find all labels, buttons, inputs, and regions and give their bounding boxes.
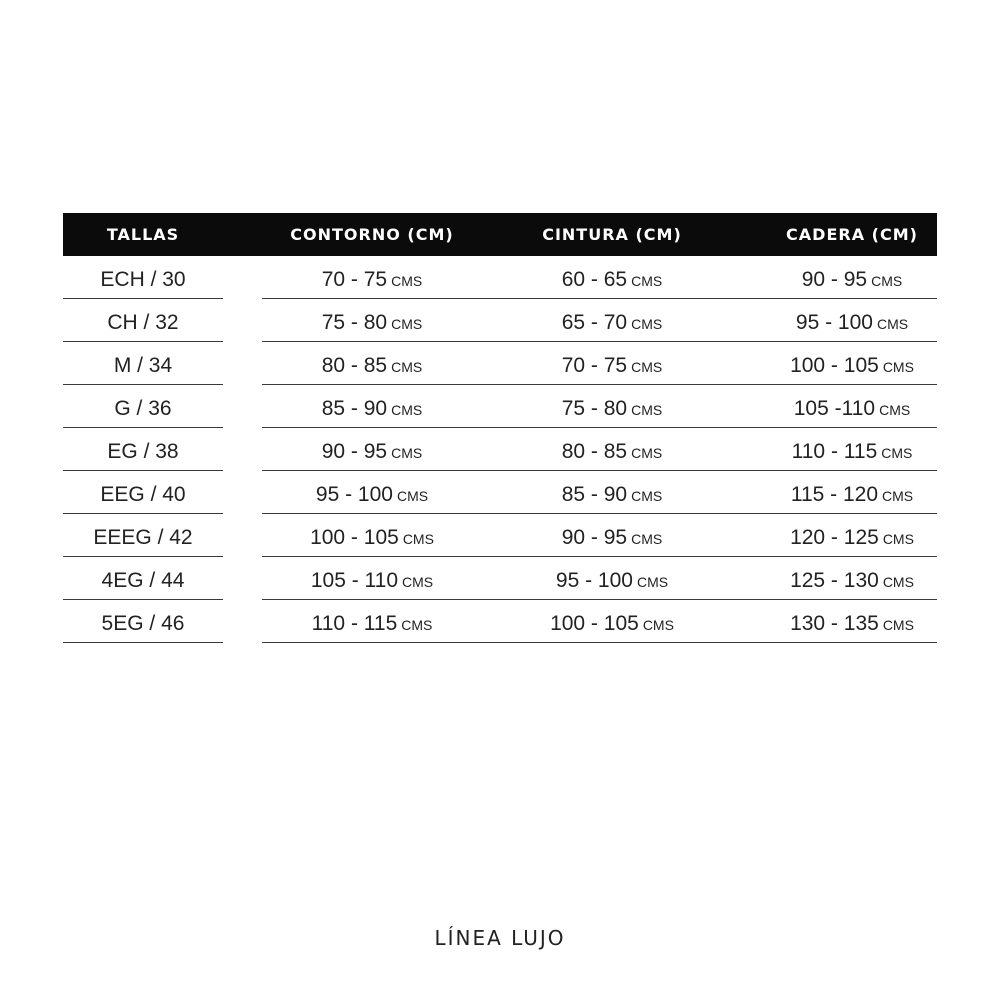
cell-talla [63,385,223,428]
unit-label: CMS [391,316,423,332]
cell-contorno [262,600,482,643]
unit-label: CMS [882,488,914,504]
cell-cadera [742,471,962,514]
unit-label: CMS [876,316,909,332]
unit-label: CMS [631,402,663,418]
unit-label: CMS [642,617,674,633]
cell-talla-value: EEG / 40 [100,483,186,506]
cell-cintura-value: 70 - 75 [561,354,628,377]
cell-contorno [262,471,482,514]
unit-label: CMS [631,445,663,461]
cell-cintura [502,600,722,643]
cell-cadera [742,428,962,471]
cell-talla [63,342,223,385]
cell-talla [63,471,223,514]
cell-contorno-value: 95 - 100 [315,483,393,506]
cell-contorno-value: 110 - 115 [311,612,398,635]
unit-label: CMS [391,402,423,418]
table-row [63,471,937,514]
cell-contorno [262,256,482,299]
cell-cadera-value: 95 - 100 [795,311,873,334]
cell-cintura [502,557,722,600]
unit-label: CMS [402,574,434,590]
cell-contorno-value: 70 - 75 [321,268,388,291]
cell-talla [63,600,223,643]
cell-cintura [502,514,722,557]
cell-contorno-value: 75 - 80 [321,311,388,334]
unit-label: CMS [879,402,911,418]
cell-contorno [262,557,482,600]
cell-talla-value: 5EG / 46 [101,612,185,635]
cell-talla [63,557,223,600]
cell-cadera [742,557,962,600]
cell-contorno [262,428,482,471]
header-cadera: CADERA (CM) [786,225,918,244]
cell-contorno [262,299,482,342]
table-row [63,514,937,557]
cell-contorno [262,342,482,385]
cell-contorno [262,385,482,428]
cell-cadera-value: 100 - 105 [790,354,879,377]
cell-talla-value: M / 34 [113,354,173,377]
cell-contorno [262,514,482,557]
unit-label: CMS [401,617,433,633]
cell-cintura-value: 65 - 70 [561,311,628,334]
unit-label: CMS [882,574,914,590]
unit-label: CMS [391,445,423,461]
cell-talla-value: ECH / 30 [100,268,186,291]
header-contorno: CONTORNO (CM) [290,225,454,244]
row-divider-left [63,642,223,643]
cell-cadera [742,600,962,643]
cell-cadera-value: 120 - 125 [790,526,879,549]
cell-cadera-value: 125 - 130 [790,569,879,592]
cell-cadera [742,342,962,385]
unit-label: CMS [402,531,434,547]
cell-cadera-value: 105 -110 [793,397,876,420]
table-row [63,557,937,600]
cell-cintura-value: 75 - 80 [561,397,628,420]
unit-label: CMS [396,488,429,504]
cell-cintura-value: 85 - 90 [561,483,628,506]
cell-cadera-value: 115 - 120 [790,483,879,506]
cell-cintura [502,299,722,342]
table-row [63,299,937,342]
cell-cadera [742,514,962,557]
cell-contorno-value: 85 - 90 [321,397,388,420]
cell-contorno-value: 100 - 105 [310,526,399,549]
table-row [63,600,937,643]
cell-talla-value: G / 36 [114,397,172,420]
cell-cintura-value: 80 - 85 [561,440,628,463]
cell-cintura [502,385,722,428]
row-divider-right [262,642,937,643]
cell-cintura [502,428,722,471]
table-header [63,213,937,256]
table-body [63,256,937,643]
unit-label: CMS [882,359,914,375]
unit-label: CMS [882,531,914,547]
header-tallas: TALLAS [106,225,180,244]
table-row [63,428,937,471]
cell-contorno-value: 80 - 85 [321,354,388,377]
cell-cadera [742,256,962,299]
cell-cintura [502,256,722,299]
cell-talla-value: 4EG / 44 [101,569,185,592]
cell-talla-value: CH / 32 [107,311,179,334]
cell-cadera-value: 130 - 135 [790,612,879,635]
unit-label: CMS [881,445,913,461]
cell-cadera-value: 90 - 95 [801,268,868,291]
cell-talla [63,514,223,557]
unit-label: CMS [882,617,914,633]
cell-cadera [742,385,962,428]
collection-label: LÍNEA LUJO [434,926,566,950]
cell-cadera-value: 110 - 115 [791,440,878,463]
cell-talla-value: EG / 38 [107,440,179,463]
table-row [63,385,937,428]
unit-label: CMS [391,273,423,289]
cell-cadera [742,299,962,342]
cell-talla-value: EEEG / 42 [93,526,193,549]
cell-cintura-value: 90 - 95 [561,526,628,549]
cell-cintura-value: 100 - 105 [550,612,639,635]
cell-talla [63,299,223,342]
unit-label: CMS [871,273,903,289]
cell-cintura [502,471,722,514]
cell-talla [63,428,223,471]
unit-label: CMS [636,574,669,590]
table-row [63,256,937,299]
unit-label: CMS [391,359,423,375]
unit-label: CMS [631,359,663,375]
cell-cintura [502,342,722,385]
unit-label: CMS [631,316,663,332]
cell-contorno-value: 105 - 110 [310,569,399,592]
cell-cintura-value: 95 - 100 [555,569,633,592]
cell-talla [63,256,223,299]
unit-label: CMS [631,273,663,289]
unit-label: CMS [631,488,663,504]
cell-cintura-value: 60 - 65 [561,268,628,291]
cell-contorno-value: 90 - 95 [321,440,388,463]
table-row [63,342,937,385]
header-cintura: CINTURA (CM) [542,225,682,244]
unit-label: CMS [631,531,663,547]
